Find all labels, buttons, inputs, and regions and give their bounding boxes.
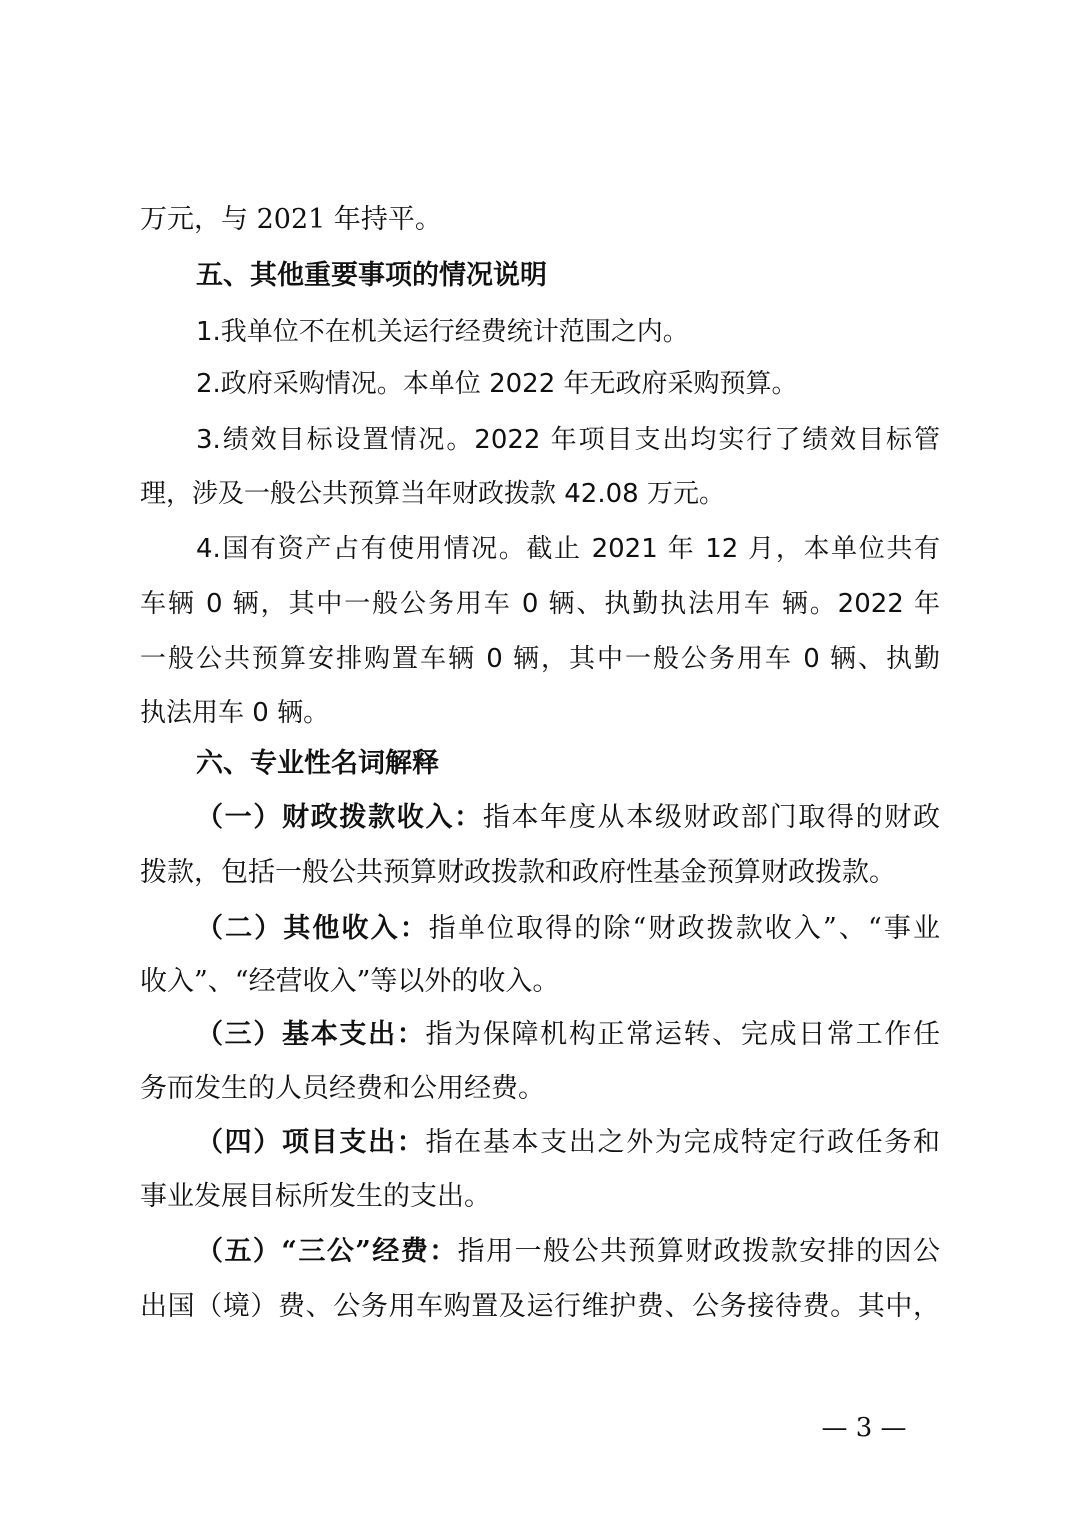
definition-3-text: 指为保障机构正常运转、完成日常工作任 [425, 1019, 941, 1050]
definition-1-term: （一）财政拨款收入： [196, 802, 483, 833]
definition-4-term: （四）项目支出： [196, 1127, 426, 1158]
definition-3-line-1 [196, 1008, 940, 1062]
definition-1-line-2: 拨款，包括一般公共预算财政拨款和政府性基金预算财政拨款。 [140, 857, 896, 888]
definition-2-line-1 [196, 902, 940, 956]
item-2: 2.政府采购情况。本单位 2022 年无政府采购预算。 [196, 369, 798, 399]
item-4-line-2: 车辆 0 辆，其中一般公务用车 0 辆、执勤执法用车 辆。2022 年 [140, 589, 940, 619]
page-number: — 3 — [821, 1413, 907, 1443]
paragraph-continuation: 万元，与 2021 年持平。 [140, 204, 442, 235]
item-3-line-2: 理，涉及一般公共预算当年财政拨款 42.08 万元。 [140, 479, 725, 509]
definition-4-text: 指在基本支出之外为完成特定行政任务和 [425, 1127, 941, 1158]
definition-5-line-1 [196, 1225, 940, 1279]
definition-2-term: （二）其他收入： [196, 913, 429, 944]
definition-5-term: （五）“三公”经费： [196, 1236, 458, 1267]
definition-2-text: 指单位取得的除“财政拨款收入”、“事业 [428, 913, 940, 944]
item-1: 1.我单位不在机关运行经费统计范围之内。 [196, 317, 689, 347]
item-4-line-3: 一般公共预算安排购置车辆 0 辆，其中一般公务用车 0 辆、执勤 [140, 644, 940, 674]
definition-2-line-2: 收入”、“经营收入”等以外的收入。 [140, 966, 560, 997]
item-4-line-4: 执法用车 0 辆。 [140, 698, 330, 728]
definition-4-line-2: 事业发展目标所发生的支出。 [140, 1181, 491, 1212]
definition-5-line-2: 出国（境）费、公务用车购置及运行维护费、公务接待费。其中， [140, 1291, 940, 1322]
section-heading-6: 六、专业性名词解释 [196, 748, 439, 779]
definition-1-line-1 [196, 791, 940, 845]
definition-3-term: （三）基本支出： [196, 1019, 426, 1050]
definition-3-line-2: 务而发生的人员经费和公用经费。 [140, 1073, 545, 1104]
section-heading-5: 五、其他重要事项的情况说明 [196, 260, 547, 291]
definition-4-line-1 [196, 1116, 940, 1170]
item-4-line-1: 4.国有资产占有使用情况。截止 2021 年 12 月，本单位共有 [196, 534, 940, 564]
definition-1-text: 指本年度从本级财政部门取得的财政 [482, 802, 941, 833]
definition-5-text: 指用一般公共预算财政拨款安排的因公 [457, 1236, 941, 1267]
item-3-line-1: 3.绩效目标设置情况。2022 年项目支出均实行了绩效目标管 [196, 425, 940, 455]
